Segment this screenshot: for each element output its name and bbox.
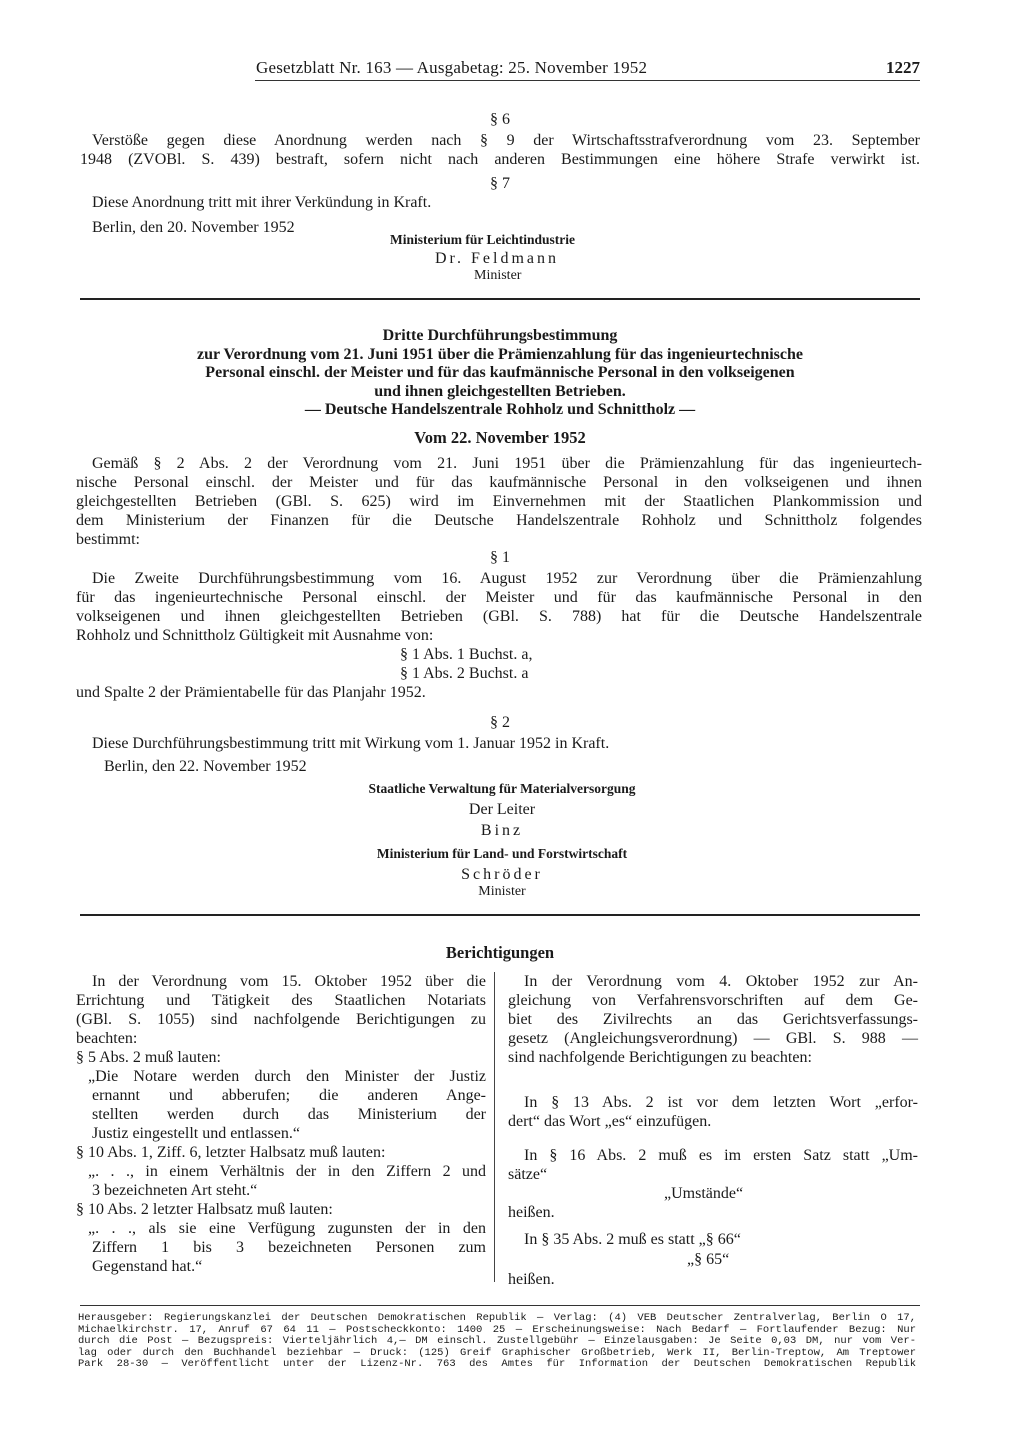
text-line: bestimmt:	[76, 531, 140, 548]
text-line: § 10 Abs. 1, Ziff. 6, letzter Halbsatz muß lauten:	[76, 1144, 386, 1161]
text-line: dem Ministerium der Finanzen für die Deutsche Handelszentrale Rohholz und Schnittholz folgendes	[76, 512, 922, 529]
text-line: Rohholz und Schnittholz Gültigkeit mit Ausnahme von:	[76, 627, 434, 644]
signing-org-1: Staatliche Verwaltung für Materialversorgung	[368, 781, 636, 796]
section-2-text: Diese Durchführungsbestimmung tritt mit Wirkung vom 1. Januar 1952 in Kraft.	[92, 735, 610, 752]
text-line: In § 13 Abs. 2 ist vor dem letzten Wort „erfor-	[524, 1094, 918, 1111]
regulation-date: Vom 22. November 1952	[414, 428, 586, 447]
text-line: Justiz eingestellt und entlassen.“	[92, 1125, 300, 1142]
text-line: gleichgestellten Betrieben (GBl. S. 625) wird im Einvernehmen mit der Staatlichen Plankommission und	[76, 493, 922, 510]
text-line: „Die Notare werden durch den Minister der Justiz	[88, 1068, 486, 1085]
text-line: nische Personal einschl. der Meister und für das kaufmännische Personal in den volkseigenen und ihnen	[76, 474, 922, 491]
text-line: beachten:	[76, 1030, 138, 1047]
title-line: zur Verordnung vom 21. Juni 1951 über die Prämienzahlung für das ingenieurtechnische	[197, 345, 803, 363]
gazette-header-title: Gesetzblatt Nr. 163 — Ausgabetag: 25. November 1952	[256, 58, 648, 77]
text-line: sind nachfolgende Berichtigungen zu beachten:	[508, 1049, 812, 1066]
title-line: — Deutsche Handelszentrale Rohholz und Schnittholz —	[304, 401, 696, 418]
section-1-heading: § 1	[490, 549, 510, 566]
text-line: gleichung von Verfahrensvorschriften auf dem Ge-	[508, 992, 918, 1009]
text-line: In der Verordnung vom 4. Oktober 1952 zur An-	[524, 973, 918, 990]
text-line: Gegenstand hat.“	[92, 1258, 203, 1275]
column-divider	[494, 972, 495, 1282]
section-6-heading: § 6	[490, 111, 510, 128]
exception-item: § 1 Abs. 1 Buchst. a,	[400, 646, 533, 663]
text-line: § 10 Abs. 2 letzter Halbsatz muß lauten:	[76, 1201, 333, 1218]
section-7-heading: § 7	[490, 175, 510, 192]
section-7-text: Diese Anordnung tritt mit ihrer Verkündung in Kraft.	[92, 194, 432, 211]
section-divider	[80, 914, 920, 916]
text-line: biet des Zivilrechts an das Gerichtsverfassungs-	[508, 1011, 918, 1028]
text-line: „. . ., als sie eine Verfügung zugunsten der in den	[88, 1220, 486, 1237]
text-line: Die Zweite Durchführungsbestimmung vom 16. August 1952 zur Verordnung über die Prämienzahlung	[92, 570, 922, 587]
replacement-word: „§ 65“	[687, 1251, 730, 1268]
section-divider	[80, 298, 920, 300]
signing-org-2: Ministerium für Land- und Forstwirtschaft	[376, 846, 628, 861]
title-line: Dritte Durchführungsbestimmung	[382, 327, 618, 344]
text-line: Park 28-30 — Veröffentlicht unter der Lizenz-Nr. 763 des Amtes für Information der Deutschen Demokratischen Republik	[78, 1358, 916, 1370]
text-line: heißen.	[508, 1204, 555, 1221]
text-line: durch die Post — Bezugspreis: Vierteljährlich 4,— DM einschl. Zustellgebühr — Einzelausgaben: Je Seite 0,03 DM, nur vom Ver-	[78, 1335, 916, 1347]
text-line: Gemäß § 2 Abs. 2 der Verordnung vom 21. Juni 1951 über die Prämienzahlung für das ingenieurtech-	[92, 455, 922, 472]
text-line: stellten werden durch das Ministerium der	[92, 1106, 486, 1123]
signer-name: Dr. Feldmann	[435, 250, 559, 267]
text-line: Errichtung und Tätigkeit des Staatlichen Notariats	[76, 992, 486, 1009]
text-line: sätze“	[508, 1166, 548, 1183]
title-line: Personal einschl. der Meister und für das kaufmännische Personal in den volkseigenen	[205, 364, 795, 381]
text-line: heißen.	[508, 1271, 555, 1288]
text-line: Herausgeber: Regierungskanzlei der Deutschen Demokratischen Republik — Verlag: (4) VEB Deutscher Zentralverlag, Berlin O 17,	[78, 1312, 916, 1324]
text-line: volkseigenen und ihnen gleichgestellten Betrieben (GBl. S. 788) hat für die Deutsche Handelszentrale	[76, 608, 922, 625]
signer-title: Minister	[474, 268, 522, 283]
section-1-text	[76, 569, 922, 645]
text-line: § 5 Abs. 2 muß lauten:	[76, 1049, 221, 1066]
section-6-text	[80, 131, 920, 169]
page-header	[80, 56, 920, 82]
page-number: 1227	[886, 58, 920, 77]
place-date: Berlin, den 20. November 1952	[92, 219, 295, 236]
text-line: In der Verordnung vom 15. Oktober 1952 über die	[92, 973, 486, 990]
text-line: (GBl. S. 1055) sind nachfolgende Berichtigungen zu	[76, 1011, 486, 1028]
signing-org-2-role: Minister	[478, 884, 526, 899]
text-line: 1948 (ZVOBl. S. 439) bestraft, sofern nicht nach anderen Bestimmungen eine höhere Strafe verwirkt ist.	[80, 151, 920, 168]
text-line: 3 bezeichneten Art steht.“	[92, 1182, 258, 1199]
text-line: „. . ., in einem Verhältnis der in den Ziffern 2 und	[88, 1163, 486, 1180]
exception-item: § 1 Abs. 2 Buchst. a	[400, 665, 529, 682]
correction-item-35: In § 35 Abs. 2 muß es statt „§ 66“	[524, 1231, 741, 1248]
text-line: In § 16 Abs. 2 muß es im ersten Satz statt „Um-	[524, 1147, 918, 1164]
signing-org-1-signer: Binz	[480, 822, 524, 839]
regulation-title	[80, 327, 920, 420]
header-rule	[255, 80, 920, 81]
text-line: dert“ das Wort „es“ einzufügen.	[508, 1113, 712, 1130]
preamble	[76, 454, 922, 549]
text-line: Michaelkirchstr. 17, Anruf 67 64 11 — Postscheckkonto: 1400 25 — Erscheinungsweise: Nach Bedarf — Fortlaufender Bezug: Nur	[78, 1323, 916, 1336]
text-line: für das ingenieurtechnische Personal einschl. der Meister und für das kaufmännische Personal in den	[76, 589, 922, 606]
correction-item-13	[508, 1093, 918, 1131]
section-1-closing: und Spalte 2 der Prämientabelle für das Planjahr 1952.	[76, 684, 426, 701]
footer-rule	[80, 1305, 920, 1306]
title-line: und ihnen gleichgestellten Betrieben.	[374, 382, 626, 400]
place-date: Berlin, den 22. November 1952	[104, 758, 307, 775]
corrections-heading: Berichtigungen	[445, 943, 555, 962]
publisher-imprint	[78, 1313, 916, 1371]
correction-item-16	[508, 1146, 918, 1184]
text-line: ernannt und abberufen; die anderen Ange-	[92, 1087, 486, 1104]
text-line: Verstöße gegen diese Anordnung werden nach § 9 der Wirtschaftsstrafverordnung vom 23. September	[92, 132, 920, 149]
text-line: gesetz (Angleichungsverordnung) — GBl. S. 988 —	[508, 1030, 918, 1047]
corrections-right-column	[508, 972, 918, 1067]
corrections-left-column	[76, 972, 486, 1276]
section-2-heading: § 2	[490, 714, 510, 731]
ministry-name: Ministerium für Leichtindustrie	[390, 232, 575, 247]
signing-org-2-signer: Schröder	[461, 866, 543, 883]
text-line: lag oder durch den Buchhandel beziehbar — Druck: (125) Greif Graphischer Großbetrieb, Werk II, Berlin-Treptow, Am Treptower	[78, 1346, 916, 1359]
replacement-word: „Umstände“	[664, 1185, 744, 1202]
text-line: Ziffern 1 bis 3 bezeichneten Personen zum	[92, 1239, 486, 1256]
signing-org-1-role: Der Leiter	[468, 801, 536, 818]
